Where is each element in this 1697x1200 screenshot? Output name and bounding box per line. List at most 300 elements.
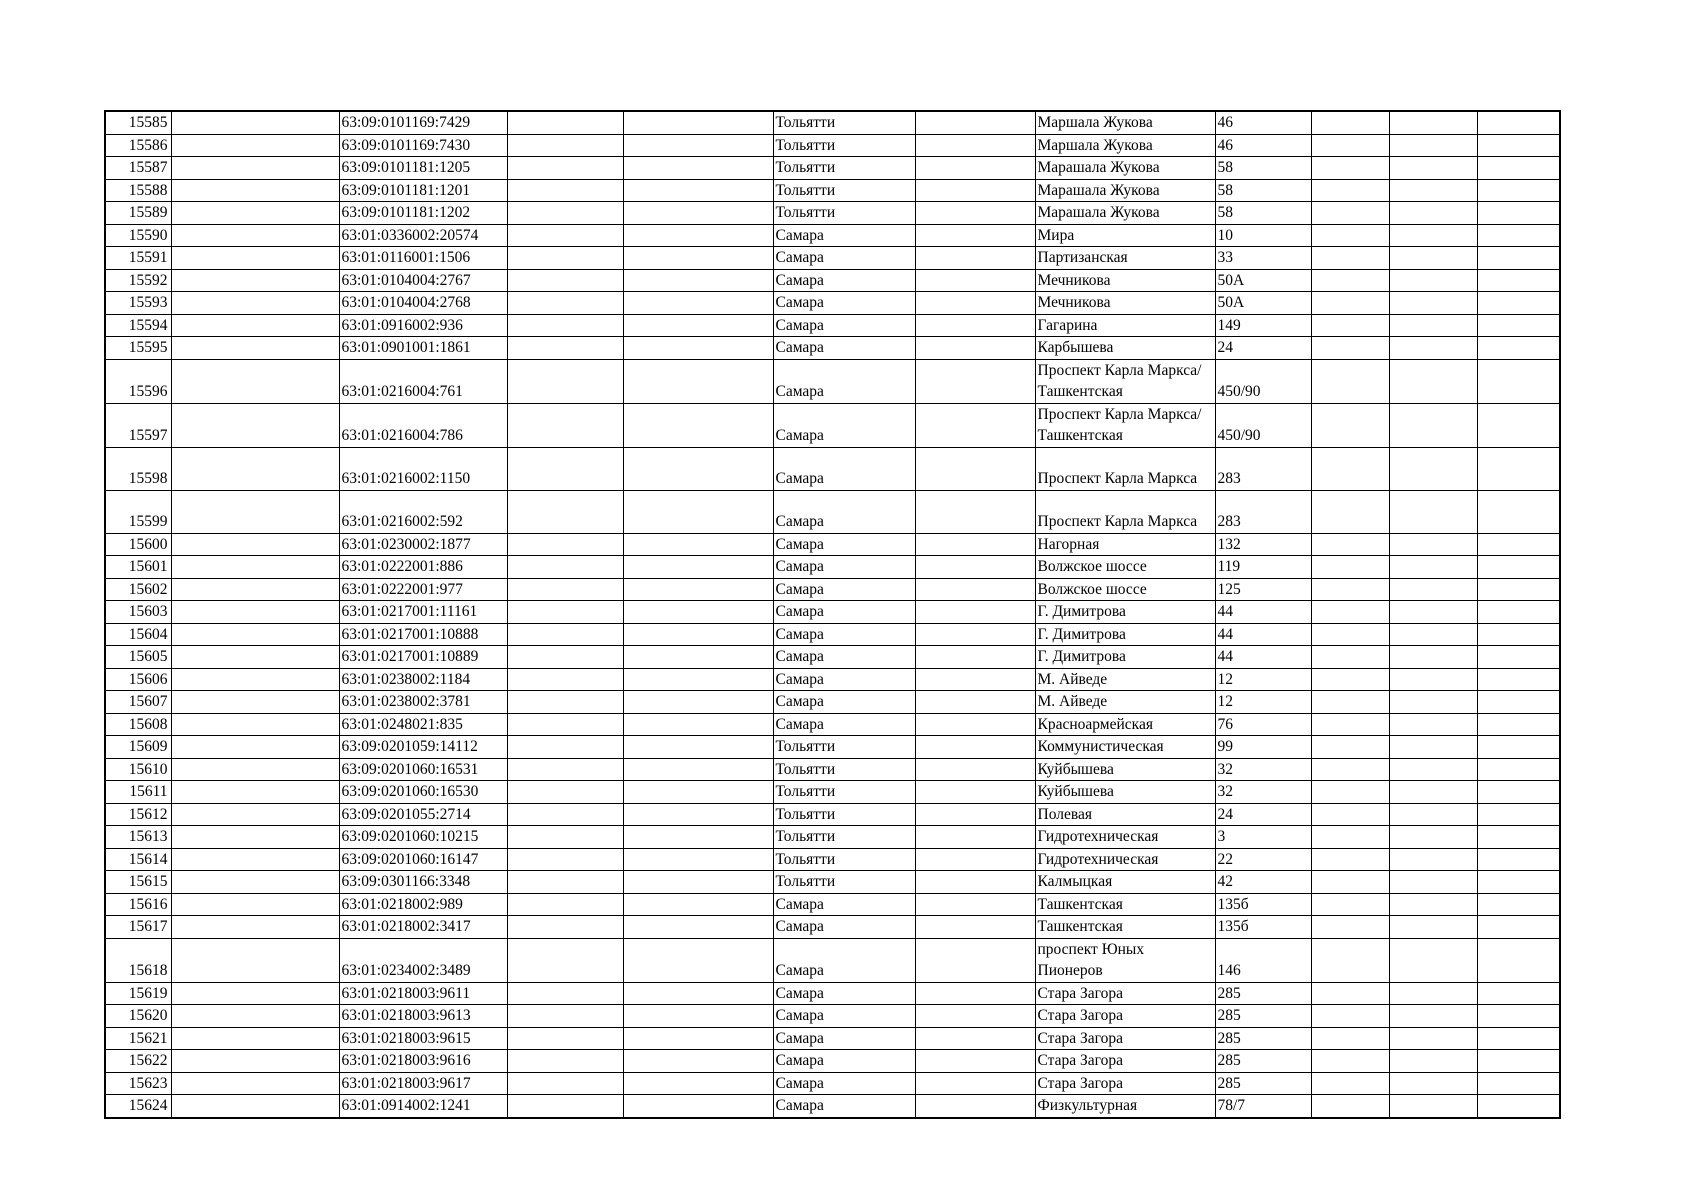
empty-cell	[1311, 533, 1389, 556]
empty-cell	[915, 826, 1035, 849]
empty-cell	[1389, 202, 1477, 225]
empty-cell	[1311, 982, 1389, 1005]
street-cell: Марашала Жукова	[1035, 179, 1215, 202]
city-cell: Тольятти	[773, 157, 915, 180]
empty-cell	[915, 359, 1035, 403]
cadastral-number-cell: 63:01:0218002:3417	[339, 916, 507, 939]
empty-cell	[1477, 314, 1560, 337]
cadastral-number-cell: 63:01:0218003:9617	[339, 1072, 507, 1095]
cadastral-number-cell: 63:09:0101181:1201	[339, 179, 507, 202]
empty-cell	[171, 871, 339, 894]
empty-cell	[1311, 623, 1389, 646]
city-cell: Самара	[773, 269, 915, 292]
street-cell: Стара Загора	[1035, 1072, 1215, 1095]
cadastral-number-cell: 63:09:0301166:3348	[339, 871, 507, 894]
empty-cell	[1477, 247, 1560, 270]
empty-cell	[1477, 224, 1560, 247]
empty-cell	[171, 533, 339, 556]
empty-cell	[915, 713, 1035, 736]
row-number-cell: 15597	[105, 403, 171, 447]
empty-cell	[623, 1005, 773, 1028]
city-cell: Самара	[773, 623, 915, 646]
empty-cell	[507, 533, 623, 556]
empty-cell	[915, 157, 1035, 180]
house-number-cell: 10	[1215, 224, 1311, 247]
empty-cell	[1477, 713, 1560, 736]
city-cell: Тольятти	[773, 803, 915, 826]
empty-cell	[915, 803, 1035, 826]
table-row	[105, 337, 1560, 360]
empty-cell	[915, 691, 1035, 714]
row-number-cell: 15586	[105, 134, 171, 157]
city-cell: Самара	[773, 224, 915, 247]
street-cell: Нагорная	[1035, 533, 1215, 556]
street-cell: Маршала Жукова	[1035, 111, 1215, 134]
street-cell: Коммунистическая	[1035, 736, 1215, 759]
cadastral-number-cell: 63:09:0201060:16530	[339, 781, 507, 804]
empty-cell	[1477, 403, 1560, 447]
street-cell: Мира	[1035, 224, 1215, 247]
empty-cell	[507, 668, 623, 691]
city-cell: Самара	[773, 247, 915, 270]
empty-cell	[507, 1005, 623, 1028]
house-number-cell: 285	[1215, 982, 1311, 1005]
empty-cell	[1389, 337, 1477, 360]
empty-cell	[1477, 134, 1560, 157]
house-number-cell: 283	[1215, 490, 1311, 533]
empty-cell	[1311, 447, 1389, 490]
city-cell: Самара	[773, 668, 915, 691]
empty-cell	[1311, 359, 1389, 403]
city-cell: Самара	[773, 1050, 915, 1073]
house-number-cell: 58	[1215, 202, 1311, 225]
empty-cell	[507, 758, 623, 781]
empty-cell	[171, 447, 339, 490]
empty-cell	[1389, 157, 1477, 180]
empty-cell	[1477, 982, 1560, 1005]
empty-cell	[1311, 157, 1389, 180]
empty-cell	[507, 314, 623, 337]
cadastral-number-cell: 63:01:0230002:1877	[339, 533, 507, 556]
empty-cell	[623, 247, 773, 270]
city-cell: Самара	[773, 556, 915, 579]
table-row	[105, 1072, 1560, 1095]
table-row	[105, 758, 1560, 781]
empty-cell	[171, 781, 339, 804]
empty-cell	[171, 111, 339, 134]
empty-cell	[507, 916, 623, 939]
city-cell: Тольятти	[773, 848, 915, 871]
empty-cell	[507, 269, 623, 292]
empty-cell	[171, 826, 339, 849]
street-cell: Партизанская	[1035, 247, 1215, 270]
empty-cell	[171, 691, 339, 714]
row-number-cell: 15602	[105, 578, 171, 601]
house-number-cell: 135б	[1215, 916, 1311, 939]
empty-cell	[1477, 1095, 1560, 1118]
empty-cell	[623, 758, 773, 781]
cadastral-number-cell: 63:09:0101169:7429	[339, 111, 507, 134]
empty-cell	[1477, 623, 1560, 646]
empty-cell	[915, 134, 1035, 157]
empty-cell	[915, 314, 1035, 337]
row-number-cell: 15606	[105, 668, 171, 691]
table-row	[105, 359, 1560, 403]
empty-cell	[915, 781, 1035, 804]
empty-cell	[623, 490, 773, 533]
empty-cell	[171, 668, 339, 691]
row-number-cell: 15592	[105, 269, 171, 292]
empty-cell	[507, 359, 623, 403]
empty-cell	[1389, 359, 1477, 403]
house-number-cell: 135б	[1215, 893, 1311, 916]
empty-cell	[171, 758, 339, 781]
empty-cell	[507, 337, 623, 360]
empty-cell	[623, 781, 773, 804]
cadastral-number-cell: 63:09:0201059:14112	[339, 736, 507, 759]
street-cell: Красноармейская	[1035, 713, 1215, 736]
empty-cell	[171, 982, 339, 1005]
row-number-cell: 15614	[105, 848, 171, 871]
row-number-cell: 15603	[105, 601, 171, 624]
table-row	[105, 1005, 1560, 1028]
empty-cell	[623, 337, 773, 360]
cadastral-number-cell: 63:01:0234002:3489	[339, 938, 507, 982]
empty-cell	[915, 848, 1035, 871]
row-number-cell: 15589	[105, 202, 171, 225]
house-number-cell: 76	[1215, 713, 1311, 736]
house-number-cell: 283	[1215, 447, 1311, 490]
city-cell: Самара	[773, 337, 915, 360]
empty-cell	[623, 803, 773, 826]
table-row	[105, 533, 1560, 556]
table-row	[105, 1095, 1560, 1118]
house-number-cell: 32	[1215, 758, 1311, 781]
street-cell: Маршала Жукова	[1035, 134, 1215, 157]
empty-cell	[507, 1072, 623, 1095]
street-cell: Стара Загора	[1035, 1005, 1215, 1028]
table-row	[105, 893, 1560, 916]
empty-cell	[1477, 111, 1560, 134]
empty-cell	[915, 1072, 1035, 1095]
empty-cell	[171, 736, 339, 759]
city-cell: Самара	[773, 1072, 915, 1095]
empty-cell	[1477, 601, 1560, 624]
city-cell: Самара	[773, 982, 915, 1005]
row-number-cell: 15613	[105, 826, 171, 849]
city-cell: Самара	[773, 292, 915, 315]
empty-cell	[171, 601, 339, 624]
empty-cell	[623, 848, 773, 871]
empty-cell	[1389, 938, 1477, 982]
empty-cell	[1311, 202, 1389, 225]
empty-cell	[507, 646, 623, 669]
empty-cell	[507, 556, 623, 579]
empty-cell	[1311, 179, 1389, 202]
empty-cell	[623, 1050, 773, 1073]
street-cell: Куйбышева	[1035, 781, 1215, 804]
empty-cell	[915, 938, 1035, 982]
table-row	[105, 691, 1560, 714]
empty-cell	[1311, 916, 1389, 939]
empty-cell	[171, 578, 339, 601]
city-cell: Тольятти	[773, 134, 915, 157]
row-number-cell: 15622	[105, 1050, 171, 1073]
table-row	[105, 646, 1560, 669]
empty-cell	[171, 202, 339, 225]
empty-cell	[507, 623, 623, 646]
row-number-cell: 15591	[105, 247, 171, 270]
house-number-cell: 22	[1215, 848, 1311, 871]
empty-cell	[171, 359, 339, 403]
house-number-cell: 44	[1215, 601, 1311, 624]
table-row	[105, 803, 1560, 826]
empty-cell	[915, 292, 1035, 315]
empty-cell	[1311, 826, 1389, 849]
empty-cell	[1477, 337, 1560, 360]
empty-cell	[915, 111, 1035, 134]
empty-cell	[171, 179, 339, 202]
cadastral-number-cell: 63:01:0218003:9616	[339, 1050, 507, 1073]
table-row	[105, 179, 1560, 202]
city-cell: Тольятти	[773, 871, 915, 894]
table-row	[105, 781, 1560, 804]
cadastral-number-cell: 63:01:0916002:936	[339, 314, 507, 337]
empty-cell	[623, 893, 773, 916]
street-cell: Гидротехническая	[1035, 826, 1215, 849]
city-cell: Самара	[773, 1005, 915, 1028]
city-cell: Самара	[773, 691, 915, 714]
house-number-cell: 58	[1215, 179, 1311, 202]
empty-cell	[1477, 871, 1560, 894]
empty-cell	[1311, 269, 1389, 292]
empty-cell	[915, 403, 1035, 447]
empty-cell	[171, 1095, 339, 1118]
empty-cell	[171, 803, 339, 826]
empty-cell	[915, 1050, 1035, 1073]
empty-cell	[623, 314, 773, 337]
row-number-cell: 15615	[105, 871, 171, 894]
empty-cell	[1477, 157, 1560, 180]
empty-cell	[1477, 447, 1560, 490]
empty-cell	[1311, 578, 1389, 601]
city-cell: Самара	[773, 447, 915, 490]
city-cell: Самара	[773, 601, 915, 624]
street-cell: Волжское шоссе	[1035, 556, 1215, 579]
empty-cell	[915, 893, 1035, 916]
empty-cell	[171, 646, 339, 669]
empty-cell	[1389, 781, 1477, 804]
empty-cell	[1311, 1027, 1389, 1050]
empty-cell	[623, 982, 773, 1005]
table-row	[105, 938, 1560, 982]
cadastral-number-cell: 63:01:0218003:9613	[339, 1005, 507, 1028]
empty-cell	[623, 1072, 773, 1095]
table-row	[105, 269, 1560, 292]
city-cell: Самара	[773, 713, 915, 736]
empty-cell	[1477, 826, 1560, 849]
city-cell: Самара	[773, 1095, 915, 1118]
house-number-cell: 450/90	[1215, 403, 1311, 447]
empty-cell	[171, 1005, 339, 1028]
row-number-cell: 15587	[105, 157, 171, 180]
empty-cell	[623, 447, 773, 490]
empty-cell	[1389, 179, 1477, 202]
empty-cell	[1477, 893, 1560, 916]
empty-cell	[507, 490, 623, 533]
empty-cell	[1311, 758, 1389, 781]
house-number-cell: 3	[1215, 826, 1311, 849]
house-number-cell: 285	[1215, 1027, 1311, 1050]
row-number-cell: 15601	[105, 556, 171, 579]
street-cell: Проспект Карла Маркса/Ташкентская	[1035, 403, 1215, 447]
house-number-cell: 50А	[1215, 269, 1311, 292]
street-cell: Г. Димитрова	[1035, 601, 1215, 624]
cadastral-number-cell: 63:01:0901001:1861	[339, 337, 507, 360]
empty-cell	[1477, 916, 1560, 939]
empty-cell	[915, 578, 1035, 601]
empty-cell	[623, 157, 773, 180]
empty-cell	[507, 871, 623, 894]
house-number-cell: 24	[1215, 803, 1311, 826]
house-number-cell: 50А	[1215, 292, 1311, 315]
table-row	[105, 601, 1560, 624]
cadastral-number-cell: 63:01:0217001:10889	[339, 646, 507, 669]
street-cell: Ташкентская	[1035, 893, 1215, 916]
row-number-cell: 15616	[105, 893, 171, 916]
empty-cell	[1311, 803, 1389, 826]
city-cell: Самара	[773, 916, 915, 939]
table-row	[105, 916, 1560, 939]
empty-cell	[507, 134, 623, 157]
city-cell: Самара	[773, 314, 915, 337]
empty-cell	[171, 893, 339, 916]
street-cell: Ташкентская	[1035, 916, 1215, 939]
cadastral-number-cell: 63:01:0116001:1506	[339, 247, 507, 270]
empty-cell	[1389, 916, 1477, 939]
empty-cell	[507, 848, 623, 871]
street-cell: Проспект Карла Маркса/Ташкентская	[1035, 359, 1215, 403]
row-number-cell: 15618	[105, 938, 171, 982]
empty-cell	[1389, 134, 1477, 157]
empty-cell	[1477, 1005, 1560, 1028]
empty-cell	[507, 938, 623, 982]
empty-cell	[1311, 292, 1389, 315]
cadastral-number-cell: 63:01:0216002:1150	[339, 447, 507, 490]
row-number-cell: 15596	[105, 359, 171, 403]
house-number-cell: 450/90	[1215, 359, 1311, 403]
row-number-cell: 15617	[105, 916, 171, 939]
street-cell: Мечникова	[1035, 292, 1215, 315]
house-number-cell: 44	[1215, 646, 1311, 669]
empty-cell	[507, 982, 623, 1005]
cadastral-number-cell: 63:01:0914002:1241	[339, 1095, 507, 1118]
row-number-cell: 15610	[105, 758, 171, 781]
empty-cell	[915, 758, 1035, 781]
empty-cell	[1311, 938, 1389, 982]
empty-cell	[1311, 893, 1389, 916]
house-number-cell: 32	[1215, 781, 1311, 804]
house-number-cell: 33	[1215, 247, 1311, 270]
city-cell: Самара	[773, 533, 915, 556]
street-cell: Карбышева	[1035, 337, 1215, 360]
cadastral-number-cell: 63:09:0201060:10215	[339, 826, 507, 849]
row-number-cell: 15594	[105, 314, 171, 337]
row-number-cell: 15590	[105, 224, 171, 247]
empty-cell	[1311, 134, 1389, 157]
empty-cell	[623, 1095, 773, 1118]
table-row	[105, 247, 1560, 270]
empty-cell	[507, 781, 623, 804]
row-number-cell: 15609	[105, 736, 171, 759]
registry-table	[104, 110, 1561, 1119]
cadastral-number-cell: 63:01:0222001:886	[339, 556, 507, 579]
empty-cell	[1477, 533, 1560, 556]
empty-cell	[1389, 403, 1477, 447]
empty-cell	[623, 736, 773, 759]
table-row	[105, 826, 1560, 849]
table-row	[105, 403, 1560, 447]
empty-cell	[1389, 803, 1477, 826]
street-cell: Калмыцкая	[1035, 871, 1215, 894]
empty-cell	[1389, 224, 1477, 247]
empty-cell	[507, 1050, 623, 1073]
empty-cell	[1311, 490, 1389, 533]
empty-cell	[171, 556, 339, 579]
empty-cell	[915, 247, 1035, 270]
empty-cell	[171, 314, 339, 337]
street-cell: Проспект Карла Маркса	[1035, 447, 1215, 490]
street-cell: Физкультурная	[1035, 1095, 1215, 1118]
empty-cell	[623, 1027, 773, 1050]
cadastral-number-cell: 63:09:0201060:16531	[339, 758, 507, 781]
table-row	[105, 224, 1560, 247]
empty-cell	[1311, 736, 1389, 759]
empty-cell	[171, 916, 339, 939]
empty-cell	[1389, 668, 1477, 691]
empty-cell	[1389, 314, 1477, 337]
table-row	[105, 314, 1560, 337]
city-cell: Самара	[773, 893, 915, 916]
empty-cell	[623, 826, 773, 849]
empty-cell	[1477, 1050, 1560, 1073]
house-number-cell: 46	[1215, 111, 1311, 134]
house-number-cell: 58	[1215, 157, 1311, 180]
empty-cell	[507, 403, 623, 447]
empty-cell	[1389, 691, 1477, 714]
street-cell: Г. Димитрова	[1035, 646, 1215, 669]
empty-cell	[171, 938, 339, 982]
empty-cell	[1477, 1072, 1560, 1095]
empty-cell	[1477, 646, 1560, 669]
empty-cell	[1389, 447, 1477, 490]
empty-cell	[623, 713, 773, 736]
empty-cell	[623, 134, 773, 157]
house-number-cell: 285	[1215, 1005, 1311, 1028]
street-cell: Стара Загора	[1035, 982, 1215, 1005]
cadastral-number-cell: 63:01:0217001:11161	[339, 601, 507, 624]
empty-cell	[1311, 1050, 1389, 1073]
cadastral-number-cell: 63:01:0104004:2767	[339, 269, 507, 292]
empty-cell	[1311, 848, 1389, 871]
row-number-cell: 15619	[105, 982, 171, 1005]
street-cell: М. Айведе	[1035, 691, 1215, 714]
empty-cell	[1311, 781, 1389, 804]
city-cell: Тольятти	[773, 781, 915, 804]
empty-cell	[507, 292, 623, 315]
row-number-cell: 15611	[105, 781, 171, 804]
street-cell: Гидротехническая	[1035, 848, 1215, 871]
